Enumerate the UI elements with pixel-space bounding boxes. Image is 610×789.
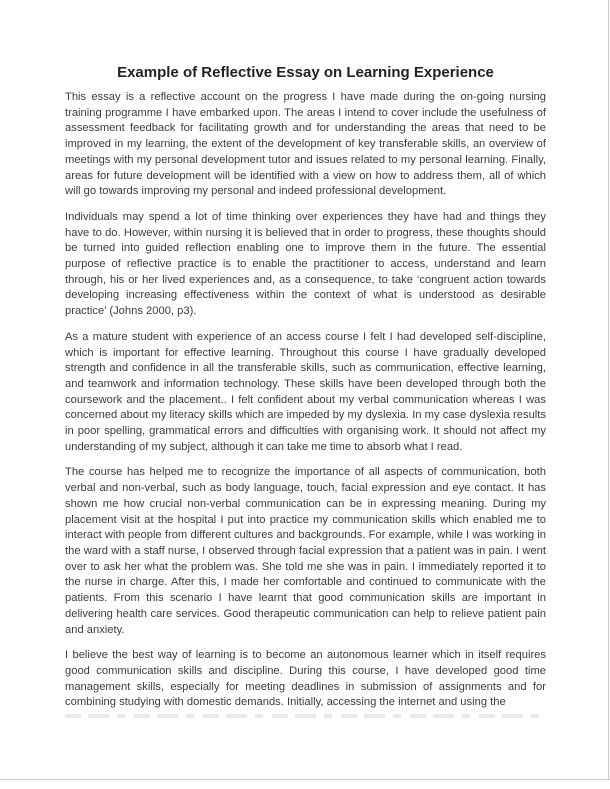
essay-paragraph-communication: The course has helped me to recognize the importance of all aspects of communication, both verbal and non-verbal, such as body language, touch, facial expression and eye contact. It has shown me how crucial non-verbal communication can be in expressing meaning. During my placement visit at the hospital I put into practice my communication skills which enabled me to interact with people from different cultures and backgrounds. For example, while I was working in the ward with a staff nurse, I observed through facial expression that a patient was in pain. I went over to ask her what the problem was. She told me she was in pain. I immediately reported it to the nurse in charge. After this, I made her comfortable and continued to communicate with the patients. From this scenario I have learnt that good communication skills are important in delivering health care services. Good therapeutic communication can help to relieve patient pain and anxiety. bbox=[65, 466, 546, 636]
page-edge-bottom bbox=[0, 779, 610, 780]
faded-cutoff-text-line bbox=[65, 714, 543, 718]
essay-paragraph-intro: This essay is a reflective account on the progress I have made during the on-going nursing training programme I have embarked upon. The areas I intend to cover include the usefulness of assessment feedback for facilitating growth and for understanding the areas that need to be improved in my learning, the extent of the development of key transferable skills, an overview of meetings with my personal development tutor and issues related to my personal learning. Finally, areas for future development will be identified with a view on how to address them, all of which will go towards improving my personal and indeed professional development. bbox=[65, 91, 546, 198]
essay-paragraph-autonomous-learning: I believe the best way of learning is to become an autonomous learner which in itself requires good communication skills and discipline. During this course, I have developed good time management skills, especially for meeting deadlines in submission of assignments and for combining studying with domestic demands. Initially, accessing the internet and using the bbox=[65, 649, 546, 709]
essay-paragraph-transferable-skills: As a mature student with experience of an access course I felt I had developed self-discipline, which is important for effective learning. Throughout this course I have gradually developed strength and confidence in all the transferable skills, such as communication, effective learning, and teamwork and information technology. These skills have been developed through both the coursework and the placement.. I felt confident about my verbal communication whereas I was concerned about my literacy skills which are impeded by my dyslexia. In my case dyslexia results in poor spelling, grammatical errors and difficulties with organising work. It should not affect my understanding of my subject, although it can take me time to absorb what I read. bbox=[65, 330, 546, 453]
essay-title: Example of Reflective Essay on Learning Experience bbox=[117, 64, 494, 81]
essay-paragraph-reflection-theory: Individuals may spend a lot of time thinking over experiences they have had and things they have to do. However, within nursing it is believed that in order to progress, these thoughts should be turned into guided reflection enabling one to improve them in the future. The essential purpose of reflective practice is to enable the practitioner to access, understand and learn through, his or her lived experiences and, as a consequence, to take ‘congruent action towards developing increasing effectiveness within the context of what is understood as desirable practice’ (Johns 2000, p3). bbox=[65, 210, 546, 318]
page-edge-right bbox=[608, 0, 609, 779]
essay-content bbox=[65, 0, 546, 711]
